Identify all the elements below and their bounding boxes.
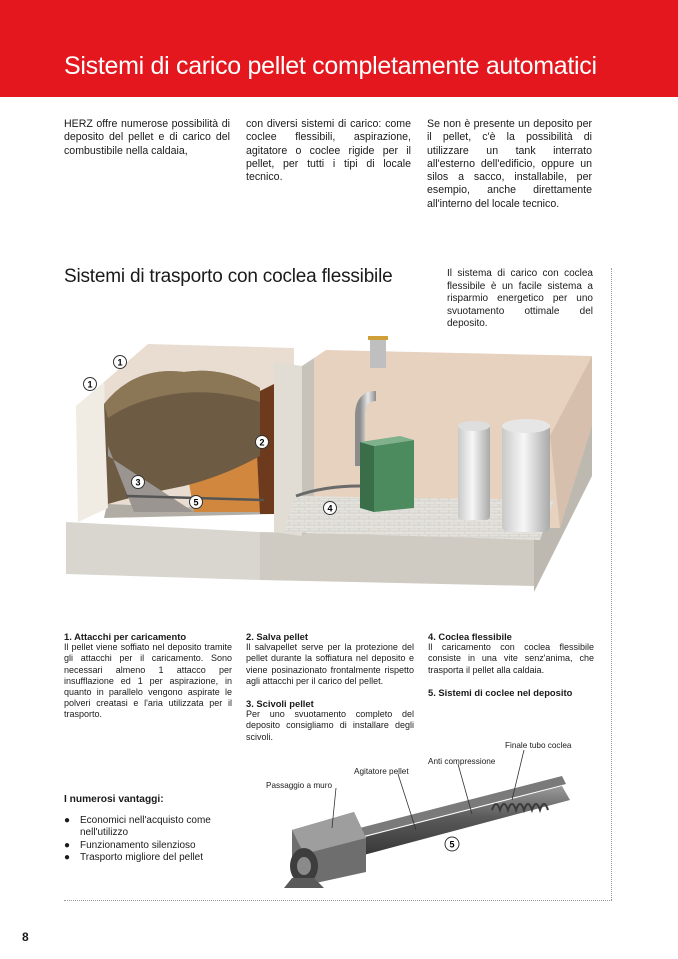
item-pellet-saver — [246, 631, 414, 687]
item-5-title: 5. Sistemi di coclee nel deposito — [428, 687, 573, 698]
marker-3 — [132, 476, 145, 489]
label-anti-compression: Anti compressione — [428, 757, 496, 766]
label-wall-passage: Passaggio a muro — [266, 781, 332, 790]
diagram-marker-5 — [445, 837, 459, 851]
storage-room-illustration — [64, 336, 594, 598]
page-number: 8 — [22, 930, 29, 944]
header-banner — [0, 0, 678, 97]
item-2-text: Il salvapellet serve per la protezione del pellet durante la soffiatura nel deposito e viene posinazionato frontalmente rispetto agli attacchi per il carico del pellet. — [246, 642, 414, 686]
diagram-marker-5-label: 5 — [449, 839, 455, 850]
advantages-title: I numerosi vantaggi: — [64, 794, 164, 805]
marker-1b — [84, 378, 97, 391]
bullet-icon: ● — [64, 815, 71, 826]
vertical-divider — [611, 268, 612, 900]
item-1-text: Il pellet viene soffiato nel deposito tramite gli attacchi per il caricamento. Sono necessari almeno 1 attacco per insufflazione ed 1 per aspirazione, in quanto in parallelo vengono aspirate le polveri creatasi e l'aria utilizzata per il trasporto. — [64, 642, 232, 720]
bullet-icon: ● — [64, 851, 71, 863]
marker-1a — [114, 356, 127, 369]
marker-3-label: 3 — [135, 477, 141, 488]
advantage-item — [64, 852, 244, 864]
advantage-item — [64, 815, 244, 840]
screw-conveyor-diagram — [262, 738, 592, 888]
advantage-item — [64, 840, 244, 852]
marker-2-label: 2 — [259, 437, 265, 448]
item-4-title: 4. Coclea flessibile — [428, 631, 512, 642]
item-3-title: 3. Scivoli pellet — [246, 698, 314, 709]
advantages-list — [64, 815, 244, 864]
intro-column-1: HERZ offre numerose possibilità di deposito del pellet e di carico del combustibile nella caldaia, — [64, 118, 230, 157]
marker-4 — [324, 502, 337, 515]
item-1-title: 1. Attacchi per caricamento — [64, 631, 187, 642]
advantages-box — [64, 794, 244, 864]
marker-4-label: 4 — [327, 503, 333, 514]
item-flexible-screw — [428, 631, 594, 676]
marker-1a-label: 1 — [117, 357, 123, 368]
label-end-tube: Finale tubo coclea — [505, 741, 572, 750]
item-3-text: Per uno svuotamento completo del deposito consigliamo di installare degli scivoli. — [246, 709, 414, 742]
advantage-text: Funzionamento silenzioso — [80, 839, 196, 851]
advantage-text: Economici nell'acquisto come nell'utilizzo — [80, 815, 211, 839]
section-title: Sistemi di trasporto con coclea flessibile — [64, 266, 393, 287]
item-screw-systems — [428, 687, 594, 698]
intro-column-2: con diversi sistemi di carico: come coclee flessibili, aspirazione, agitatore o coclee rigide per il pellet, per tutti i tipi di locale tecnico. — [246, 118, 411, 184]
item-2-title: 2. Salva pellet — [246, 631, 309, 642]
item-pellet-slides — [246, 698, 414, 743]
marker-2 — [256, 436, 269, 449]
item-4-text: Il caricamento con coclea flessibile consiste in una vite senz'anima, che trasporta il pellet alla caldaia. — [428, 642, 594, 675]
bottom-divider — [64, 900, 612, 901]
marker-5 — [190, 496, 203, 509]
label-agitator: Agitatore pellet — [354, 767, 409, 776]
item-charging-connections — [64, 631, 232, 721]
section-intro: Il sistema di carico con coclea flessibile è un facile sistema a risparmio energetico per uno svuotamento ottimale del deposito. — [447, 268, 593, 330]
page-title: Sistemi di carico pellet completamente automatici — [64, 52, 597, 80]
bullet-icon: ● — [64, 839, 71, 851]
marker-5-label: 5 — [193, 497, 199, 508]
advantage-text: Trasporto migliore del pellet — [80, 851, 204, 863]
intro-column-3: Se non è presente un deposito per il pellet, c'è la possibilità di utilizzare un tank interrato all'esterno dell'edificio, oppure un silos a sacco, installabile, per esempio, anche direttamente all'interno del locale tecnico. — [427, 118, 592, 210]
marker-1b-label: 1 — [87, 379, 93, 390]
